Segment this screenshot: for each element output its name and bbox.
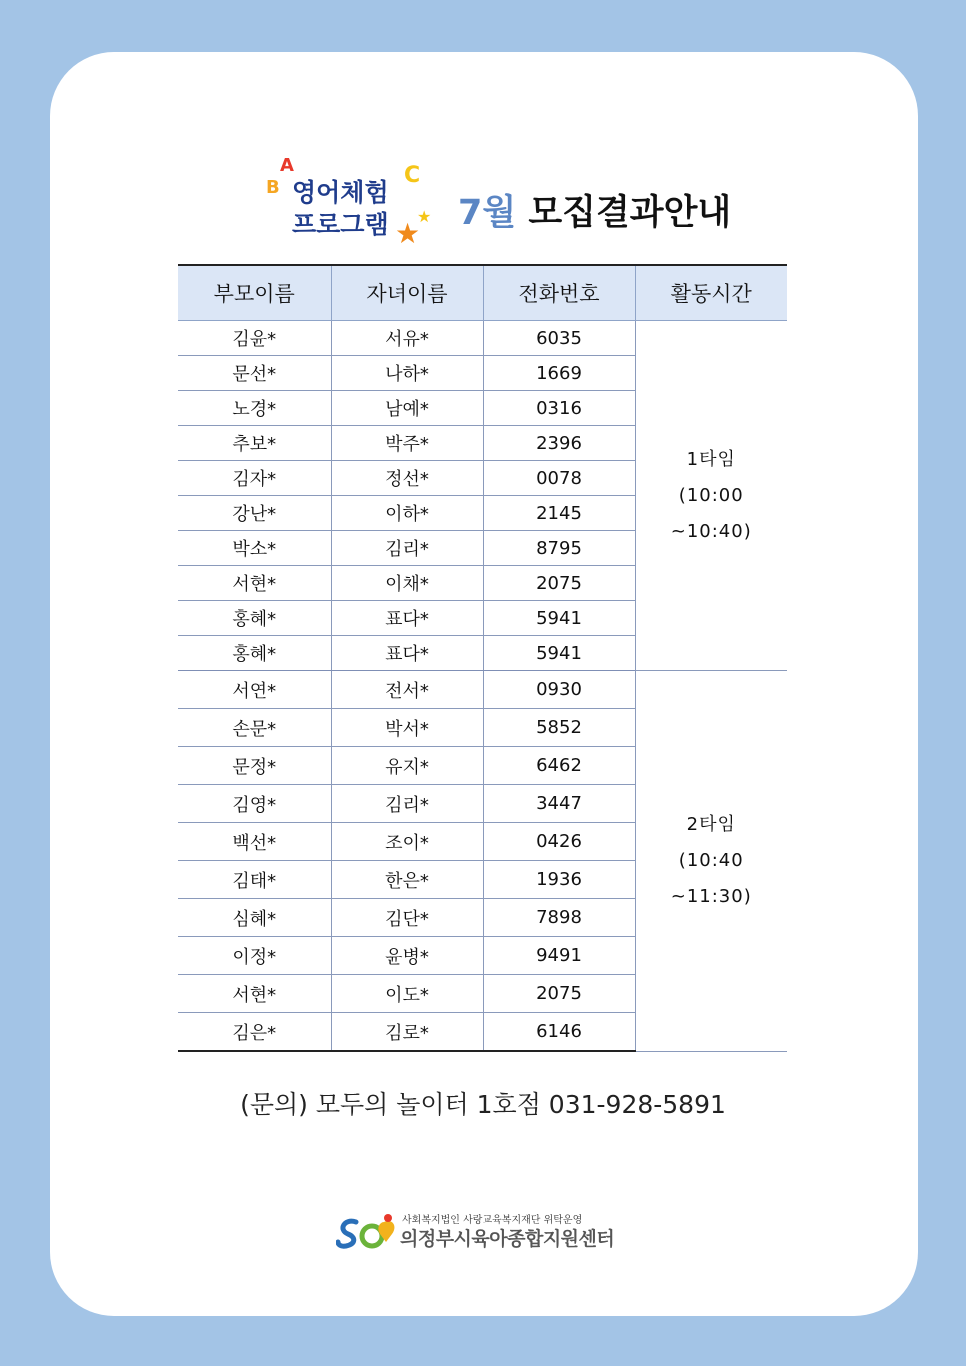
phone-cell: 1669 — [483, 356, 635, 391]
center-operator: 사회복지법인 사랑교육복지재단 위탁운영 — [402, 1215, 583, 1226]
parent-name-cell: 노경* — [178, 391, 331, 426]
child-name-cell: 김단* — [331, 899, 483, 937]
parent-name-cell: 김영* — [178, 785, 331, 823]
phone-cell: 6462 — [483, 747, 635, 785]
activity-slot-time: (10:40 — [678, 849, 744, 871]
child-name-cell: 이채* — [331, 566, 483, 601]
roster-body — [178, 321, 787, 1052]
parent-name-cell: 서연* — [178, 671, 331, 709]
child-name-cell: 조이* — [331, 823, 483, 861]
phone-cell: 0316 — [483, 391, 635, 426]
program-name-line2: 프로그램 — [292, 210, 389, 239]
header-activity-time: 활동시간 — [635, 265, 787, 321]
parent-name-cell: 서현* — [178, 975, 331, 1013]
parent-name-cell: 서현* — [178, 566, 331, 601]
header-phone: 전화번호 — [483, 265, 635, 321]
phone-cell: 5941 — [483, 601, 635, 636]
letter-b-icon: B — [266, 177, 280, 198]
activity-slot-end: ~10:40) — [670, 520, 752, 542]
parent-name-cell: 김은* — [178, 1013, 331, 1052]
parent-name-cell: 강난* — [178, 496, 331, 531]
phone-cell: 5852 — [483, 709, 635, 747]
parent-name-cell: 김태* — [178, 861, 331, 899]
child-name-cell: 이도* — [331, 975, 483, 1013]
center-name: 의정부시육아종합지원센터 — [400, 1228, 615, 1250]
phone-cell: 1936 — [483, 861, 635, 899]
child-name-cell: 김로* — [331, 1013, 483, 1052]
table-row — [178, 321, 787, 356]
phone-cell: 3447 — [483, 785, 635, 823]
table-header-row — [178, 265, 787, 321]
title-text: 모집결과안내 — [528, 193, 732, 233]
phone-cell: 2145 — [483, 496, 635, 531]
child-name-cell: 표다* — [331, 601, 483, 636]
phone-cell: 0426 — [483, 823, 635, 861]
program-logo — [260, 155, 445, 250]
child-name-cell: 한은* — [331, 861, 483, 899]
small-star-icon: ★ — [417, 207, 432, 226]
contact-info: (문의) 모두의 놀이터 1호점 031-928-5891 — [240, 1090, 726, 1119]
child-name-cell: 이하* — [331, 496, 483, 531]
parent-name-cell: 김자* — [178, 461, 331, 496]
program-name-line1: 영어체험 — [292, 178, 389, 207]
parent-name-cell: 이정* — [178, 937, 331, 975]
phone-cell: 7898 — [483, 899, 635, 937]
activity-slot-end: ~11:30) — [670, 885, 752, 907]
child-name-cell: 김리* — [331, 785, 483, 823]
child-name-cell: 서유* — [331, 321, 483, 356]
phone-cell: 2075 — [483, 566, 635, 601]
parent-name-cell: 문정* — [178, 747, 331, 785]
center-logo-mark-icon — [336, 1212, 400, 1252]
header-parent-name: 부모이름 — [178, 265, 331, 321]
phone-cell: 8795 — [483, 531, 635, 566]
child-name-cell: 정선* — [331, 461, 483, 496]
letter-c-icon: C — [404, 163, 421, 188]
phone-cell: 0078 — [483, 461, 635, 496]
child-name-cell: 나하* — [331, 356, 483, 391]
table-row — [178, 671, 787, 709]
child-name-cell: 표다* — [331, 636, 483, 671]
activity-time-cell — [635, 321, 787, 671]
page-title — [458, 185, 731, 235]
phone-cell: 5941 — [483, 636, 635, 671]
child-name-cell: 박주* — [331, 426, 483, 461]
phone-cell: 0930 — [483, 671, 635, 709]
activity-slot-name: 1타임 — [686, 448, 736, 470]
phone-cell: 6035 — [483, 321, 635, 356]
roster-table — [178, 264, 787, 1052]
parent-name-cell: 홍혜* — [178, 636, 331, 671]
child-name-cell: 전서* — [331, 671, 483, 709]
big-star-icon: ★ — [395, 217, 421, 250]
child-name-cell: 윤병* — [331, 937, 483, 975]
parent-name-cell: 김윤* — [178, 321, 331, 356]
parent-name-cell: 심혜* — [178, 899, 331, 937]
activity-time-cell — [635, 671, 787, 1052]
header-child-name: 자녀이름 — [331, 265, 483, 321]
child-name-cell: 김리* — [331, 531, 483, 566]
child-name-cell: 남예* — [331, 391, 483, 426]
parent-name-cell: 추보* — [178, 426, 331, 461]
activity-slot-name: 2타임 — [686, 813, 736, 835]
parent-name-cell: 박소* — [178, 531, 331, 566]
parent-name-cell: 홍혜* — [178, 601, 331, 636]
title-block — [260, 155, 730, 250]
title-month: 7월 — [458, 193, 517, 233]
phone-cell: 2396 — [483, 426, 635, 461]
child-name-cell: 박서* — [331, 709, 483, 747]
child-name-cell: 유지* — [331, 747, 483, 785]
center-logo — [336, 1208, 636, 1254]
letter-a-icon: A — [280, 155, 294, 176]
parent-name-cell: 손문* — [178, 709, 331, 747]
phone-cell: 2075 — [483, 975, 635, 1013]
phone-cell: 6146 — [483, 1013, 635, 1052]
parent-name-cell: 문선* — [178, 356, 331, 391]
phone-cell: 9491 — [483, 937, 635, 975]
parent-name-cell: 백선* — [178, 823, 331, 861]
activity-slot-time: (10:00 — [678, 484, 744, 506]
